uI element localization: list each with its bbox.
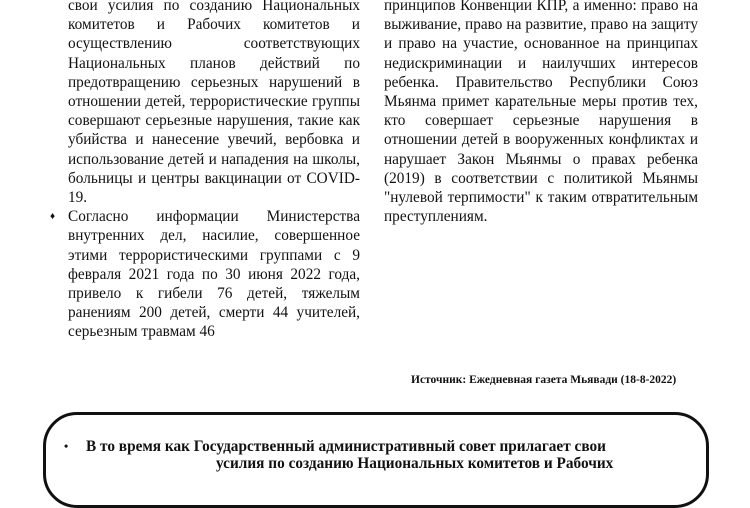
left-column: [50, 0, 360, 342]
diamond-bullet-icon: ♦: [50, 211, 56, 223]
left-bullet-item: [50, 207, 360, 341]
callout-line-2: усилия по созданию Национальных комитетов и Рабочих: [216, 455, 614, 472]
callout-text: [64, 437, 706, 472]
left-paragraph-1: свои усилия по созданию Национальных комитетов и Рабочих комитетов и осуществлению соответствующих Национальных планов действий по предотвращению серьезных нарушений в отношении детей, террористические группы совершают серьезные нарушения, такие как убийства и нанесение увечий, вербовка и использование детей и нападения на школы, больницы и центры вакцинации от COVID-19.: [68, 0, 360, 207]
bullet-icon: •: [64, 439, 69, 453]
right-paragraph-1: принципов Конвенции КПР, а именно: право на выживание, право на развитие, право на защиту и право на участие, основанное на принципах недискриминации и наилучших интересов ребенка. Правительство Республики Союз Мьянма примет карательные меры против тех, кто совершает серьезные нарушения в отношении детей в вооруженных конфликтах и нарушает Закон Мьянмы о правах ребенка (2019) в соответствии с политикой Мьянмы "нулевой терпимости" к таким отвратительным преступлениям.: [384, 0, 698, 226]
right-column: [384, 0, 698, 226]
left-paragraph-2: Согласно информации Министерства внутренних дел, насилие, совершенное этими террористическими группами с 9 февраля 2021 года по 30 июня 2022 года, привело к гибели 76 детей, тяжелым ранениям 200 детей, смерти 44 учителей, серьезным травмам 46: [68, 208, 360, 341]
source-citation: Источник: Ежедневная газета Мьявади (18-8-2022): [411, 374, 677, 386]
callout-line-1: В то время как Государственный административный совет прилагает свои: [86, 438, 606, 455]
